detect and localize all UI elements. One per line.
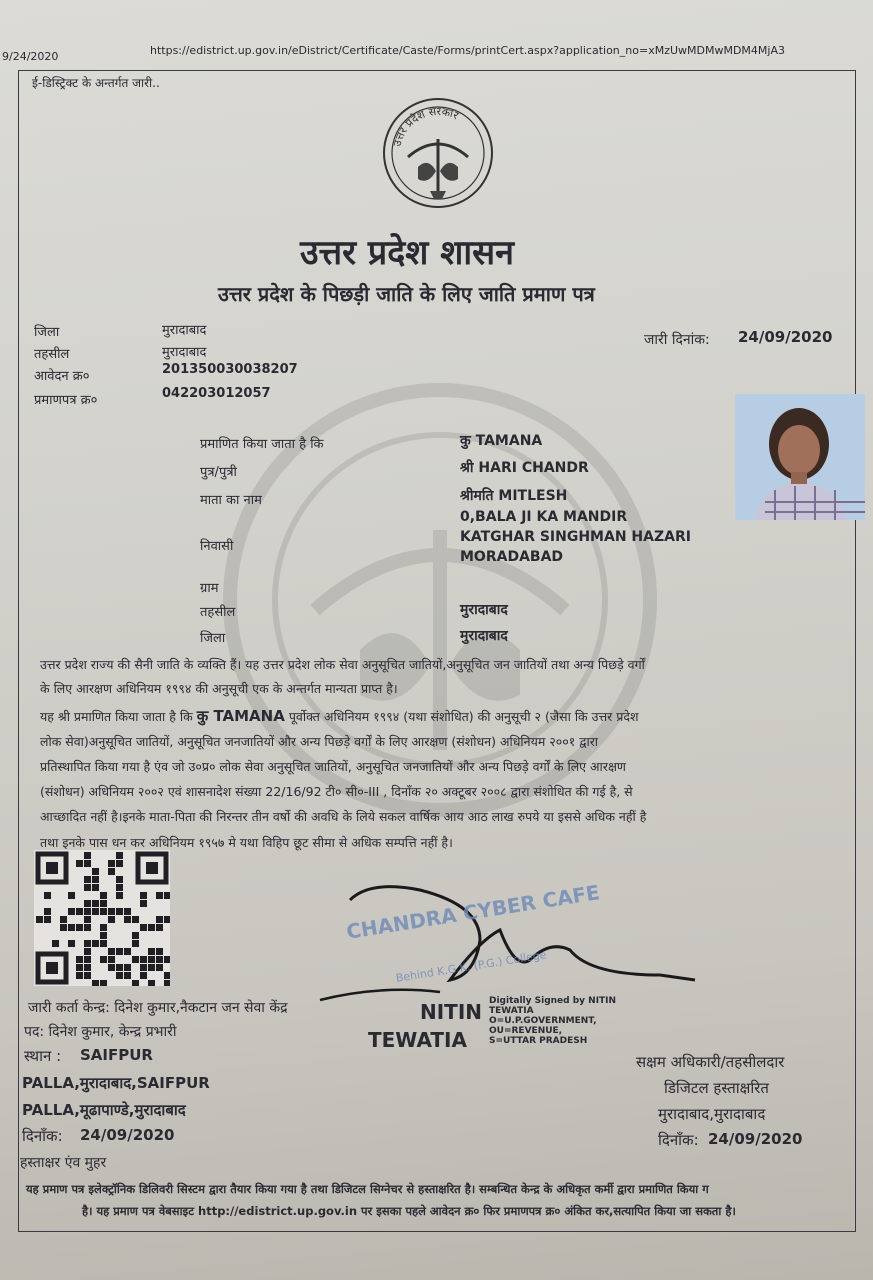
footer-line-1: यह प्रमाण पत्र इलेक्ट्रॉनिक डिलिवरी सिस्टम द्वारा तैयार किया गया है तथा डिजिटल सिग्नेचर से हस्ताक्षरित है। सम्बन्धित केन्द्र के अधिकृत कर्मी द्वारा प्रमाणित किया ग — [26, 1182, 709, 1196]
qr-module — [116, 964, 123, 971]
qr-module — [84, 884, 91, 891]
qr-module — [36, 916, 43, 923]
qr-module — [124, 916, 131, 923]
authority-digital: डिजिटल हस्ताक्षरित — [664, 1079, 769, 1097]
issued-under-text: ई-डिस्ट्रिक्ट के अन्तर्गत जारी.. — [32, 76, 160, 90]
address-line-1: 0,BALA JI KA MANDIR — [460, 509, 628, 525]
address-line-3: MORADABAD — [460, 549, 564, 565]
qr-module — [84, 908, 91, 915]
qr-module — [76, 924, 83, 931]
body-line-2: के लिए आरक्षण अधिनियम १९९४ की अनुसूची एक के अन्तर्गत मान्यता प्राप्त है। — [40, 681, 398, 696]
qr-module — [124, 948, 131, 955]
qr-module — [100, 924, 107, 931]
qr-module — [84, 852, 91, 859]
details-tehsil-value: मुरादाबाद — [460, 602, 508, 618]
qr-module — [140, 892, 147, 899]
address-line-2: KATGHAR SINGHMAN HAZARI — [460, 529, 691, 545]
qr-module — [84, 876, 91, 883]
qr-module — [84, 964, 91, 971]
signer-first-name: NITIN — [420, 1000, 483, 1024]
body-line-1: उत्तर प्रदेश राज्य की सैनी जाति के व्यक्ति हैं। यह उत्तर प्रदेश लोक सेवा अनुसूचित जातियों,अनुसूचित जन जातियों तथा अन्य पिछड़े वर्गों — [40, 657, 645, 672]
qr-module — [100, 940, 107, 947]
qr-module — [116, 892, 123, 899]
certificate-title: उत्तर प्रदेश शासन — [300, 233, 515, 273]
qr-module — [164, 956, 170, 963]
mother-label: माता का नाम — [200, 493, 262, 508]
qr-module — [100, 908, 107, 915]
qr-module — [124, 972, 131, 979]
qr-module — [84, 956, 91, 963]
qr-module — [92, 900, 99, 907]
cafe-stamp-address: Behind K.G.K. (P.G.) College — [394, 948, 548, 985]
qr-module — [156, 956, 163, 963]
qr-module — [44, 916, 51, 923]
print-date: 9/24/2020 — [2, 50, 59, 63]
qr-module — [84, 860, 91, 867]
qr-module — [92, 876, 99, 883]
qr-module — [84, 972, 91, 979]
qr-module — [108, 948, 115, 955]
place-label: स्थान : — [24, 1047, 62, 1065]
qr-module — [132, 940, 139, 947]
qr-module — [108, 868, 115, 875]
qr-module — [92, 940, 99, 947]
signature-detail-5: S=UTTAR PRADESH — [489, 1036, 588, 1046]
issuer-date-value: 24/09/2020 — [80, 1126, 175, 1144]
qr-module — [116, 852, 123, 859]
qr-module — [76, 908, 83, 915]
qr-module — [164, 980, 170, 986]
qr-module — [76, 860, 83, 867]
body-line-8: तथा इनके पास धन कर अधिनियम १९५७ मे यथा विहिप छूट सीमा से अधिक सम्पत्ति नहीं है। — [40, 835, 453, 850]
qr-module — [116, 860, 123, 867]
signer-last-name: TEWATIA — [368, 1028, 467, 1052]
authority-date-value: 24/09/2020 — [708, 1130, 803, 1148]
signature-detail-2: TEWATIA — [489, 1006, 534, 1016]
qr-module — [164, 916, 170, 923]
issue-date-label: जारी दिनांक: — [644, 332, 710, 348]
meta-certificate-value: 042203012057 — [162, 386, 271, 401]
qr-module — [116, 948, 123, 955]
qr-module — [68, 892, 75, 899]
body-line-4: लोक सेवा)अनुसूचित जातियों, अनुसूचित जनजातियों और अन्य पिछड़े वर्गों के लिए आरक्षण (संशोधन) अधिनियम २००१ द्वारा — [40, 734, 599, 749]
qr-module — [68, 924, 75, 931]
place-line-2: PALLA,मुरादाबाद,SAIFPUR — [22, 1074, 210, 1092]
qr-module — [132, 956, 139, 963]
certified-name: कु TAMANA — [460, 433, 543, 449]
qr-module — [68, 908, 75, 915]
meta-tehsil-value: मुरादाबाद — [162, 345, 207, 360]
issuer-post: पद: दिनेश कुमार, केन्द्र प्रभारी — [24, 1024, 177, 1040]
qr-module — [108, 916, 115, 923]
resident-label: निवासी — [200, 539, 234, 554]
place-value: SAIFPUR — [80, 1046, 153, 1064]
cafe-stamp: CHANDRA CYBER CAFE — [344, 880, 602, 944]
issuer-date-label: दिनाँक: — [22, 1127, 63, 1145]
qr-module — [92, 980, 99, 986]
state-emblem-icon — [378, 95, 498, 210]
meta-application-label: आवेदन क्र० — [34, 369, 90, 384]
qr-module — [100, 980, 107, 986]
qr-module — [116, 884, 123, 891]
body-line-5: प्रतिस्थापित किया गया है एंव जो उ०प्र० लोक सेवा अनुसूचित जातियों, अनुसूचित जनजातियों और अन्य पिछड़े वर्गों के लिए आरक्षण — [40, 759, 626, 774]
child-of-label: पुत्र/पुत्री — [200, 465, 237, 480]
qr-module — [124, 964, 131, 971]
qr-module — [44, 892, 51, 899]
qr-module — [148, 948, 155, 955]
qr-module — [148, 956, 155, 963]
body-line-3 — [40, 706, 638, 726]
qr-module — [76, 956, 83, 963]
qr-module — [164, 972, 170, 979]
qr-module — [44, 908, 51, 915]
meta-tehsil-label: तहसील — [34, 347, 70, 362]
certificate-subtitle: उत्तर प्रदेश के पिछड़ी जाति के लिए जाति प्रमाण पत्र — [218, 282, 595, 306]
qr-module — [108, 964, 115, 971]
qr-module — [116, 972, 123, 979]
qr-module — [148, 980, 155, 986]
authority-title: सक्षम अधिकारी/तहसीलदार — [636, 1053, 785, 1071]
qr-module — [84, 900, 91, 907]
issue-date-value: 24/09/2020 — [738, 328, 833, 346]
meta-district-label: जिला — [34, 325, 60, 340]
footer-line-2: है। यह प्रमाण पत्र वेबसाइट http://edistrict.up.gov.in पर इसका पहले आवेदन क्र० फिर प्रमाणपत्र क्र० अंकित कर,सत्यापित किया जा सकता है। — [82, 1204, 736, 1218]
print-url: https://edistrict.up.gov.in/eDistrict/Certificate/Caste/Forms/printCert.aspx?application_no=xMzUwMDMwMDM4MjA3 — [150, 44, 785, 57]
details-district-label: जिला — [200, 631, 226, 646]
meta-certificate-label: प्रमाणपत्र क्र० — [34, 393, 98, 408]
qr-module — [132, 932, 139, 939]
body-line-7: आच्छादित नहीं है।इनके माता-पिता की निरन्तर तीन वर्षो की अवधि के लिये सकल वार्षिक आय आठ लाख रुपये या इससे अधिक नहीं है — [40, 809, 647, 824]
qr-module — [140, 964, 147, 971]
mother-name: श्रीमति MITLESH — [460, 488, 568, 504]
meta-application-value: 201350030038207 — [162, 362, 298, 377]
signature-detail-3: O=U.P.GOVERNMENT, — [489, 1016, 597, 1026]
authority-date-label: दिनाँक: — [658, 1131, 699, 1149]
body-line-3-post: पूर्वोक्त अधिनियम १९९४ (यथा संशोधित) की अनुसूची २ (जैसा कि उत्तर प्रदेश — [288, 709, 639, 724]
qr-module — [108, 908, 115, 915]
qr-module — [92, 908, 99, 915]
qr-module — [84, 924, 91, 931]
qr-module — [60, 916, 67, 923]
body-line-3-name: कु TAMANA — [196, 707, 285, 725]
qr-module — [100, 892, 107, 899]
qr-module — [148, 964, 155, 971]
signature-detail-4: OU=REVENUE, — [489, 1026, 563, 1036]
applicant-photo — [735, 394, 865, 520]
qr-module — [116, 908, 123, 915]
qr-module — [140, 956, 147, 963]
qr-module — [116, 876, 123, 883]
qr-module — [108, 956, 115, 963]
signature-detail-1: Digitally Signed by NITIN — [489, 996, 617, 1006]
qr-module — [156, 892, 163, 899]
father-name: श्री HARI CHANDR — [460, 460, 589, 476]
qr-module — [164, 892, 170, 899]
qr-module — [92, 884, 99, 891]
qr-module — [108, 860, 115, 867]
body-line-3-pre: यह श्री प्रमाणित किया जाता है कि — [40, 709, 193, 724]
qr-module — [84, 916, 91, 923]
qr-module — [84, 940, 91, 947]
qr-module — [60, 924, 67, 931]
qr-module — [84, 948, 91, 955]
sign-and-seal: हस्ताक्षर एंव मुहर — [20, 1155, 107, 1171]
meta-district-value: मुरादाबाद — [162, 323, 207, 338]
issuing-center: जारी कर्ता केन्द्र: दिनेश कुमार,नैकटान जन सेवा केंद्र — [28, 1000, 288, 1016]
qr-module — [68, 940, 75, 947]
place-line-3: PALLA,मूढापाण्डे,मुरादाबाद — [22, 1101, 186, 1119]
qr-module — [92, 868, 99, 875]
qr-module — [52, 940, 59, 947]
qr-module — [100, 932, 107, 939]
verification-qr-code — [34, 850, 170, 986]
qr-module — [124, 908, 131, 915]
qr-module — [156, 924, 163, 931]
qr-module — [100, 956, 107, 963]
qr-module — [100, 900, 107, 907]
qr-module — [156, 948, 163, 955]
qr-module — [76, 964, 83, 971]
body-line-6: (संशोधन) अधिनियम २००२ एवं शासनादेश संख्या 22/16/92 टी० सी०-III , दिनाँक २० अक्टूबर २००८ द्वारा संशोधित की गई है, से — [40, 784, 633, 799]
qr-module — [140, 900, 147, 907]
details-district-value: मुरादाबाद — [460, 628, 508, 644]
authority-location: मुरादाबाद,मुरादाबाद — [658, 1105, 766, 1123]
certified-label: प्रमाणित किया जाता है कि — [200, 437, 324, 452]
village-label: ग्राम — [200, 581, 219, 596]
details-tehsil-label: तहसील — [200, 605, 236, 620]
qr-module — [132, 916, 139, 923]
qr-module — [140, 924, 147, 931]
qr-module — [148, 924, 155, 931]
qr-module — [132, 980, 139, 986]
qr-module — [76, 972, 83, 979]
qr-module — [156, 964, 163, 971]
qr-module — [156, 916, 163, 923]
qr-module — [140, 972, 147, 979]
emblem-label: उत्तर प्रदेश सरकार — [390, 104, 461, 148]
